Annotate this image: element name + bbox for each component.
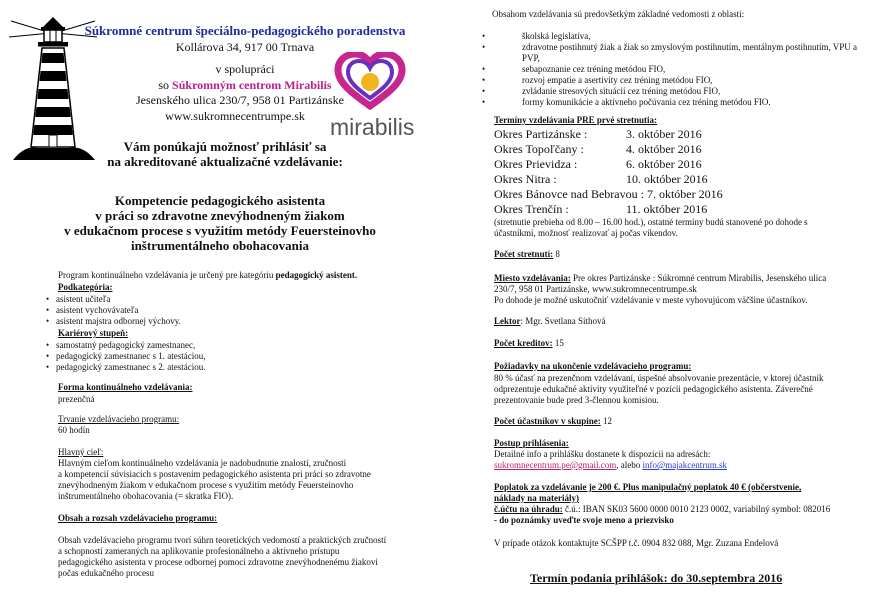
list-item: • zvládanie stresových situácií cez tréning metódou FIO, [482, 86, 721, 96]
term-row: Okres Topoľčany : 4. október 2016 [494, 142, 702, 156]
fee-line: náklady na materiály) [494, 493, 580, 503]
fee-text [494, 482, 874, 504]
deadline: Termín podania prihlášok: do 30.septembra 2016 [530, 571, 783, 585]
participants-label: Počet účastníkov v skupine: [494, 416, 601, 426]
course-title-line: Kompetencie pedagogického asistenta [114, 193, 326, 208]
content-line: pedagogického asistenta v procese odbornej pomoci zdravotne znevýhodnenému žiakovi [58, 557, 378, 567]
course-title-line: v edukačnom procese s využitím metódy Feuersteinovho [64, 223, 376, 238]
account-value: č.ú.: IBAN SK03 5600 0000 0010 2123 0002, variabilný symbol: 082016 [562, 504, 831, 514]
list-item: • školská legislatíva, [482, 31, 591, 41]
content-heading: Obsah a rozsah vzdelávacieho programu: [58, 513, 218, 523]
subcategory-heading: Podkategória: [58, 282, 113, 292]
content-line: a schopností zameraných na aplikovanie profesionálneho a aktívneho prístupu [58, 546, 340, 556]
login-heading: Postup prihlásenia: [494, 438, 569, 448]
invite-line-2: na akreditované aktualizačné vzdelávanie: [107, 154, 343, 169]
list-item: • samostatný pedagogický zamestnanec, [46, 340, 346, 351]
course-title-line: v práci so zdravotne znevýhodneným žiakom [95, 208, 345, 223]
org-name: Súkromné centrum špeciálno-pedagogického poradenstva [84, 23, 406, 38]
duration-heading: Trvanie vzdelávacieho programu: [58, 414, 180, 424]
goal-line: znevýhodneným žiakom v edukačnom procese s využitím metódy Feuersteinovho [58, 480, 354, 490]
requirements-line: 80 % účasť na prezenčnom vzdelávaní, úspešné absolvovanie prezentácie, v ktorej účastník [494, 373, 824, 383]
venue-label: Miesto vzdelávania: [494, 273, 571, 283]
list-item: • asistent majstra odbornej výchovy. [46, 316, 346, 327]
credits-label: Počet kreditov: [494, 338, 553, 348]
term-row: Okres Trenčín : 11. október 2016 [494, 202, 708, 216]
term-row: Okres Nitra : 10. október 2016 [494, 172, 708, 186]
list-item: • asistent učiteľa [46, 294, 346, 305]
content-line: počas edukačného procesu [58, 568, 154, 578]
invite-line-1: Vám ponúkajú možnosť prihlásiť sa [123, 139, 327, 154]
list-item: • zdravotne postihnutý žiak a žiak so zmyslovým postihnutím, mentálnym postihnutím, VPU a PVP, [482, 42, 858, 63]
participants-value: 12 [600, 416, 613, 426]
requirements-text [494, 373, 874, 406]
mirabilis-logo [330, 52, 415, 140]
term-row: Okres Prievidza : 6. október 2016 [494, 157, 702, 171]
meetings-count [494, 249, 560, 260]
terms-table [494, 127, 854, 217]
term-row: Okres Partizánske : 3. október 2016 [494, 127, 702, 141]
lecturer-label: Lektor [494, 316, 521, 326]
list-item: • formy komunikácie a aktívneho počúvania cez tréning metódou FIO. [482, 97, 771, 107]
login-text: Detailné info a prihlášku dostanete k dispozícii na adresách: [494, 449, 711, 459]
requirements-line: odprezentuje edukačné aktivity využiteľné v pozícii pedagogického asistenta. Záverečné [494, 384, 813, 394]
partner-address: Jesenského ulica 230/7, 958 01 Partizánske [136, 93, 344, 107]
term-row: Okres Bánovce nad Bebravou : 7. október 2016 [494, 187, 723, 201]
heart-logo-icon [330, 52, 410, 110]
logo-text: mirabilis [330, 114, 415, 140]
meetings-value: 8 [553, 249, 560, 259]
content-line: Obsah vzdelávacieho programu tvorí súhrn teoretických vedomostí a praktických zručností [58, 535, 387, 545]
list-item: • pedagogický zamestnanec s 1. atestáciou, [46, 351, 346, 362]
venue-line: Pre okres Partizánske : Súkromné centrum Mirabilis, Jesenského ulica [570, 273, 827, 283]
terms-heading: Termíny vzdelávania PRE prvé stretnutia: [494, 115, 657, 125]
goal-line: Hlavným cieľom kontinuálneho vzdelávania je nadobudnutie znalostí, zručností [58, 458, 347, 468]
credits [494, 338, 564, 349]
email-separator: , alebo [616, 460, 643, 470]
account-label: č.účtu na úhradu: [494, 504, 563, 514]
intro-paragraph [58, 270, 438, 281]
payment-note: - do poznámky uveďte svoje meno a priezvisko [494, 515, 674, 525]
participants [494, 416, 612, 427]
course-title-line: inštrumentálneho obohacovania [130, 238, 310, 253]
partner-prefix: so [158, 78, 170, 92]
course-title [20, 193, 420, 253]
career-list [46, 340, 346, 373]
list-item: • sebapoznanie cez tréning metódou FIO, [482, 64, 666, 74]
terms-note-line: (stretnutie prebieha od 8.00 – 16.00 hod.), ostatné termíny budú stanovené po dohode s [494, 217, 808, 227]
requirements-heading: Požiadavky na ukončenie vzdelávacieho programu: [494, 361, 692, 371]
requirements-line: prezentovanie bude pred 3-člennou komisiou. [494, 395, 659, 405]
lecturer [494, 316, 606, 327]
meetings-label: Počet stretnutí: [494, 249, 554, 259]
cooperation-label: v spolupráci [215, 62, 275, 76]
duration-value: 60 hodín [58, 425, 90, 435]
venue-line: 230/7, 958 01 Partizánske, www.sukromnecentrumpe.sk [494, 284, 697, 294]
list-item: • asistent vychovávateľa [46, 305, 346, 316]
list-item: • pedagogický zamestnanec s 2. atestáciou. [46, 362, 346, 373]
website: www.sukromnecentrumpe.sk [165, 109, 305, 123]
account-info [494, 504, 874, 515]
content-intro: Obsahom vzdelávania sú predovšetkým základné vedomosti z oblastí: [492, 9, 745, 19]
goal-line: a kompetencií súvisiacich s postavením pedagogického asistenta pri práci so zdravotne [58, 469, 371, 479]
contact-text: V prípade otázok kontaktujte SCŠPP t.č. 0904 832 088, Mgr. Zuzana Endelová [494, 538, 779, 548]
career-heading: Kariérový stupeň: [58, 328, 129, 338]
venue-line: Po dohode je možné uskutočniť vzdelávanie v meste vyhovujúcom väčšine účastníkov. [494, 295, 808, 305]
venue-block [494, 273, 874, 306]
credits-value: 15 [552, 338, 564, 348]
intro-text: Program kontinuálneho vzdelávania je určený pre kategóriu [58, 270, 276, 280]
goal-line: inštrumentálneho obohacovania (= skratka FIO). [58, 491, 234, 501]
intro-category: pedagogický asistent. [275, 270, 358, 280]
subcategory-list [46, 294, 346, 327]
org-address: Kollárova 34, 917 00 Trnava [175, 40, 315, 54]
goal-heading: Hlavný cieľ: [58, 447, 104, 457]
form-value: prezenčná [58, 394, 95, 404]
form-heading: Forma kontinuálneho vzdelávania: [58, 382, 193, 392]
partner-name: Súkromným centrom Mirabilis [172, 78, 332, 92]
email-link-2[interactable]: info@majakcentrum.sk [642, 460, 728, 470]
content-paragraph [58, 535, 448, 579]
lecturer-value: : Mgr. Svetlana Síthová [520, 316, 606, 326]
list-item: • rozvoj empatie a asertivity cez tréning metódou FIO, [482, 75, 713, 85]
fee-line: Poplatok za vzdelávanie je 200 €. Plus manipulačný poplatok 40 € (občerstvenie, [494, 482, 802, 492]
goal-paragraph [58, 458, 443, 502]
terms-note [494, 217, 874, 239]
login-emails [494, 460, 874, 471]
topics-list [482, 31, 872, 108]
email-link-1[interactable]: sukromnecentrum.pe@gmail.com [494, 460, 617, 470]
terms-note-line: účastníkmi, možnosť realizovať aj počas víkendov. [494, 228, 678, 238]
